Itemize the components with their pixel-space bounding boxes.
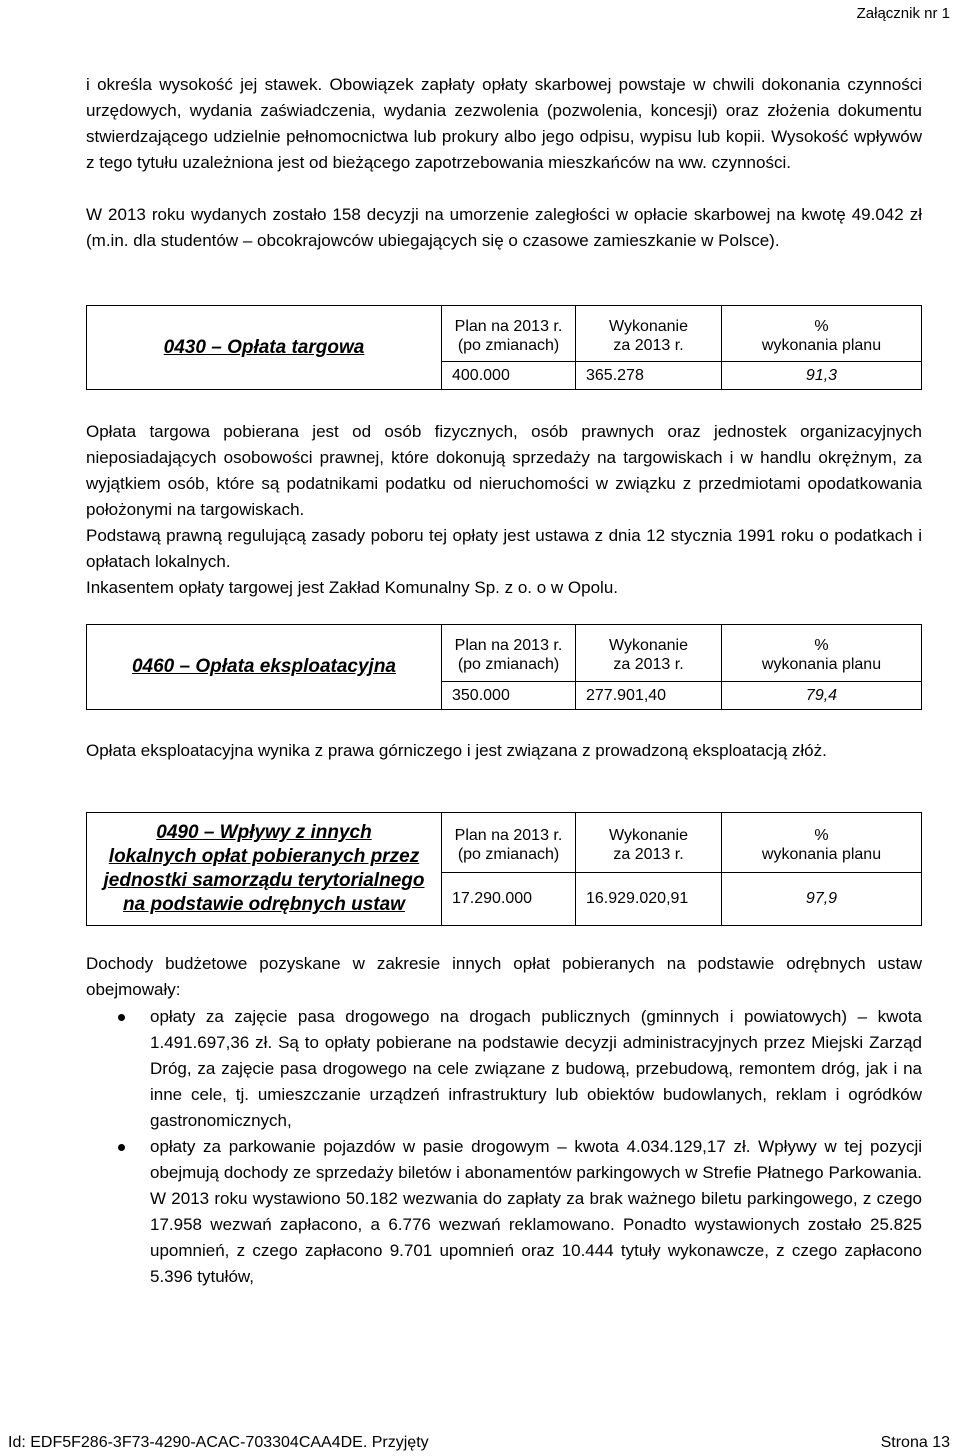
plan-value: 350.000: [442, 682, 576, 710]
paragraph-exploitation-fee: Opłata eksploatacyjna wynika z prawa górniczego i jest związana z prowadzoną eksploatacją złóż.: [86, 741, 827, 760]
percent-header: % wykonania planu: [722, 306, 922, 362]
execution-header: Wykonanie za 2013 r.: [576, 625, 722, 682]
list-item: opłaty za parkowanie pojazdów w pasie drogowym – kwota 4.034.129,17 zł. Wpływy w tej pozycji obejmują dochody ze sprzedaży biletów i abonamentów parkingowych w Strefie Płatnego Parkowania. W 2013 roku wystawiono 50.182 wezwania do zapłaty za brak ważnego biletu parkingowego, z czego 17.958 wezwań zapłacono, a 6.776 wezwań reklamowano. Ponadto wystawionych zostało 25.825 upomnień, z czego zapłacono 9.701 upomnień oraz 10.444 tytuły wykonawcze, z czego zapłacono 5.396 tytułów,: [86, 1134, 922, 1290]
plan-value: 400.000: [442, 362, 576, 390]
paragraph-market-fee-collector: Inkasentem opłaty targowej jest Zakład Komunalny Sp. z o. o w Opolu.: [86, 578, 618, 597]
percent-header: % wykonania planu: [722, 625, 922, 682]
page-number: Strona 13: [880, 1434, 950, 1451]
execution-header: Wykonanie za 2013 r.: [576, 813, 722, 873]
attachment-label: Załącznik nr 1: [856, 5, 950, 22]
table-title: 0430 – Opłata targowa: [87, 306, 442, 390]
paragraph-stamp-duty-decisions: W 2013 roku wydanych zostało 158 decyzji na umorzenie zaległości w opłacie skarbowej na kwotę 49.042 zł (m.in. dla studentów – obcokrajowców ubiegających się o czasowe zamieszkanie w Polsce).: [86, 205, 922, 250]
plan-value: 17.290.000: [442, 873, 576, 926]
table-title: 0460 – Opłata eksploatacyjna: [87, 625, 442, 710]
page-footer: [8, 1434, 950, 1452]
percent-value: 79,4: [722, 682, 922, 710]
paragraph-other-fees-intro: Dochody budżetowe pozyskane w zakresie innych opłat pobieranych na podstawie odrębnych ustaw obejmowały:: [86, 954, 922, 999]
bullet-icon: [118, 1144, 125, 1151]
document-id: Id: EDF5F286-3F73-4290-ACAC-703304CAA4DE. Przyjęty: [8, 1434, 429, 1451]
execution-header: Wykonanie za 2013 r.: [576, 306, 722, 362]
execution-value: 277.901,40: [576, 682, 722, 710]
budget-table-0490: [86, 812, 922, 926]
paragraph-market-fee-legal-basis: Podstawą prawną regulującą zasady poboru tej opłaty jest ustawa z dnia 12 stycznia 1991 roku o podatkach i opłatach lokalnych.: [86, 526, 922, 571]
fees-bullet-list: [86, 1004, 922, 1290]
paragraph-stamp-duty: i określa wysokość jej stawek. Obowiązek zapłaty opłaty skarbowej powstaje w chwili dokonania czynności urzędowych, wydania zaświadczenia, wydania zezwolenia (pozwolenia, koncesji) oraz złożenia dokumentu stwierdzającego udzielnie pełnomocnictwa lub prokury albo jego odpisu, wypisu lub kopii. Wysokość wpływów z tego tytułu uzależniona jest od bieżącego zapotrzebowania mieszkańców na ww. czynności.: [86, 75, 922, 172]
plan-header: Plan na 2013 r. (po zmianach): [442, 306, 576, 362]
percent-value: 91,3: [722, 362, 922, 390]
budget-table-0460: [86, 624, 922, 710]
plan-header: Plan na 2013 r. (po zmianach): [442, 813, 576, 873]
paragraph-market-fee: Opłata targowa pobierana jest od osób fizycznych, osób prawnych oraz jednostek organizacyjnych nieposiadających osobowości prawnej, które dokonują sprzedaży na targowiskach i w handlu okrężnym, za wyjątkiem osób, które są podatnikami podatku od nieruchomości w związku z przedmiotami opodatkowania położonymi na targowiskach.: [86, 422, 922, 519]
execution-value: 16.929.020,91: [576, 873, 722, 926]
percent-value: 97,9: [722, 873, 922, 926]
plan-header: Plan na 2013 r. (po zmianach): [442, 625, 576, 682]
table-title: 0490 – Wpływy z innych lokalnych opłat pobieranych przez jednostki samorządu terytorialnego na podstawie odrębnych ustaw: [87, 813, 442, 926]
percent-header: % wykonania planu: [722, 813, 922, 873]
budget-table-0430: [86, 305, 922, 390]
list-item: opłaty za zajęcie pasa drogowego na drogach publicznych (gminnych i powiatowych) – kwota 1.491.697,36 zł. Są to opłaty pobierane na podstawie decyzji administracyjnych przez Miejski Zarząd Dróg, za zajęcie pasa drogowego na cele związane z budową, przebudową, remontem dróg, jak i na inne cele, tj. umieszczanie urządzeń infrastruktury lub obiektów budowlanych, reklam i ogródków gastronomicznych,: [86, 1004, 922, 1134]
bullet-icon: [118, 1014, 125, 1021]
execution-value: 365.278: [576, 362, 722, 390]
